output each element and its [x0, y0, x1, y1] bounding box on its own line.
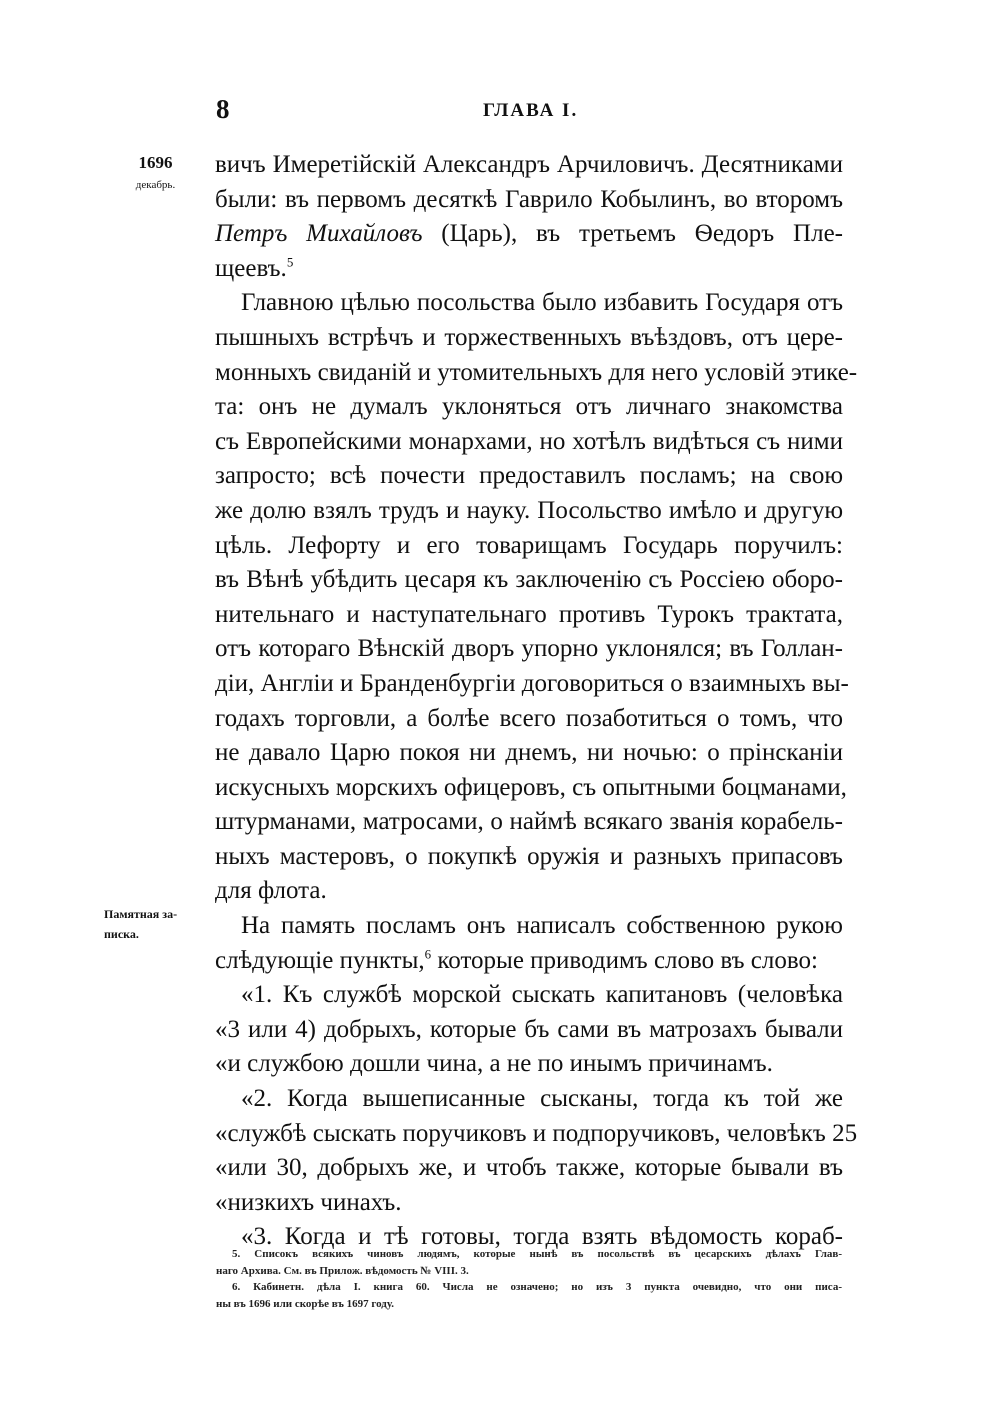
text-line: для флота.	[215, 877, 327, 905]
text-line: съ Европейскими монархами, но хотѣлъ видѣться съ ними	[215, 427, 843, 455]
margin-note-month: декабрь.	[135, 179, 176, 191]
text-fragment: (Царь), въ третьемъ Ѳедоръ Пле-	[422, 220, 843, 248]
footnote-ref: 5	[286, 254, 294, 270]
footnote-line: ны въ 1696 или скорѣе въ 1697 году.	[216, 1297, 394, 1310]
footnote-ref: 6	[424, 946, 432, 962]
footnote-line: 5. Списокъ всякихъ чиновъ людямъ, которые нынѣ въ посольствѣ въ цесарскихъ дѣлахъ Глав-	[232, 1248, 842, 1260]
text-line: цѣль. Лефорту и его товарищамъ Государь поручилъ:	[215, 531, 843, 559]
text-line: искусныхъ морскихъ офицеровъ, съ опытными боцманами,	[215, 773, 847, 801]
text-line: Главною цѣлью посольства было избавить Государя отъ	[241, 289, 843, 317]
paragraph	[215, 1082, 858, 1220]
text-line	[215, 944, 843, 979]
text-line: «2. Когда вышеписанные сысканы, тогда къ той же	[241, 1085, 843, 1113]
page-number: 8	[216, 94, 230, 124]
text-line: не давало Царю покоя ни днемъ, ни ночью: о прінсканіи	[215, 739, 843, 767]
text-line: въ Вѣнѣ убѣдить цесаря къ заключенію съ Россіею оборо-	[215, 566, 843, 594]
text-line: нительнаго и наступательнаго противъ Турокъ трактата,	[215, 600, 843, 628]
footnotes	[216, 1246, 842, 1312]
text-line: годахъ торговли, а болѣе всего позаботиться о томъ, что	[215, 704, 843, 732]
running-head: ГЛАВА I.	[483, 100, 579, 121]
margin-note-memo: Памятная за- писка.	[104, 907, 178, 941]
body-text	[215, 148, 858, 1255]
paragraph	[215, 286, 858, 909]
text-line: «службѣ сыскать поручиковъ и подпоручиковъ, человѣкъ 25	[215, 1119, 858, 1147]
text-line	[215, 252, 843, 287]
text-line: вичъ Имеретійскій Александръ Арчиловичъ. Десятниками	[215, 151, 843, 178]
text-line: «1. Къ службѣ морской сыскать капитановъ (человѣка	[241, 981, 843, 1009]
text-line: «низкихъ чинахъ.	[215, 1188, 402, 1216]
margin-note-year: 1696	[138, 153, 173, 172]
text-fragment: которые приводимъ слово въ слово:	[431, 946, 818, 974]
footnote-line: наго Архива. См. въ Прилож. вѣдомость № VIII. 3.	[216, 1264, 469, 1277]
text-line: пышныхъ встрѣчъ и торжественныхъ въѣздовъ, отъ цере-	[215, 323, 843, 351]
text-line: ныхъ мастеровъ, о покупкѣ оружія и разныхъ припасовъ	[215, 842, 843, 870]
text-line: На память посламъ онъ написалъ собственною рукою	[241, 912, 843, 940]
text-line	[215, 217, 843, 252]
text-line: штурманами, матросами, о наймѣ всякаго званія корабель-	[215, 808, 843, 836]
text-line: же долю взялъ трудъ и науку. Посольство имѣло и другую	[215, 496, 843, 524]
text-line: діи, Англіи и Бранденбургіи договориться о взаимныхъ вы-	[215, 669, 849, 697]
text-line: «и службою дошли чина, а не по инымъ причинамъ.	[215, 1050, 773, 1078]
italic-name: Петръ Михайловъ	[215, 220, 423, 248]
footnote-line: 6. Кабинетн. дѣла I. книга 60. Числа не означено; но изъ 3 пункта очевидно, что они писа-	[232, 1281, 842, 1293]
text-line: отъ котораго Вѣнскій дворъ упорно уклонялся; въ Голлан-	[215, 635, 843, 663]
text-line: были: въ первомъ десяткѣ Гаврило Кобылинъ, во второмъ	[215, 185, 843, 213]
text-line: монныхъ свиданій и утомительныхъ для него условій этике-	[215, 358, 858, 386]
text-fragment: щеевъ.	[215, 254, 287, 282]
paragraph	[215, 978, 843, 1082]
text-line: запросто; всѣ почести предоставилъ посламъ; на свою	[215, 462, 843, 490]
text-fragment: слѣдующіе пункты,	[215, 946, 425, 974]
text-line: та: онъ не думалъ уклоняться отъ личнаго знакомства	[215, 393, 843, 421]
text-line: «3. Когда и тѣ готовы, тогда взять вѣдомость кораб-	[241, 1223, 843, 1251]
text-line: «или 30, добрыхъ же, и чтобъ также, которые бывали въ	[215, 1154, 843, 1182]
text-line: «3 или 4) добрыхъ, которые бъ сами въ матрозахъ бывали	[215, 1015, 843, 1043]
